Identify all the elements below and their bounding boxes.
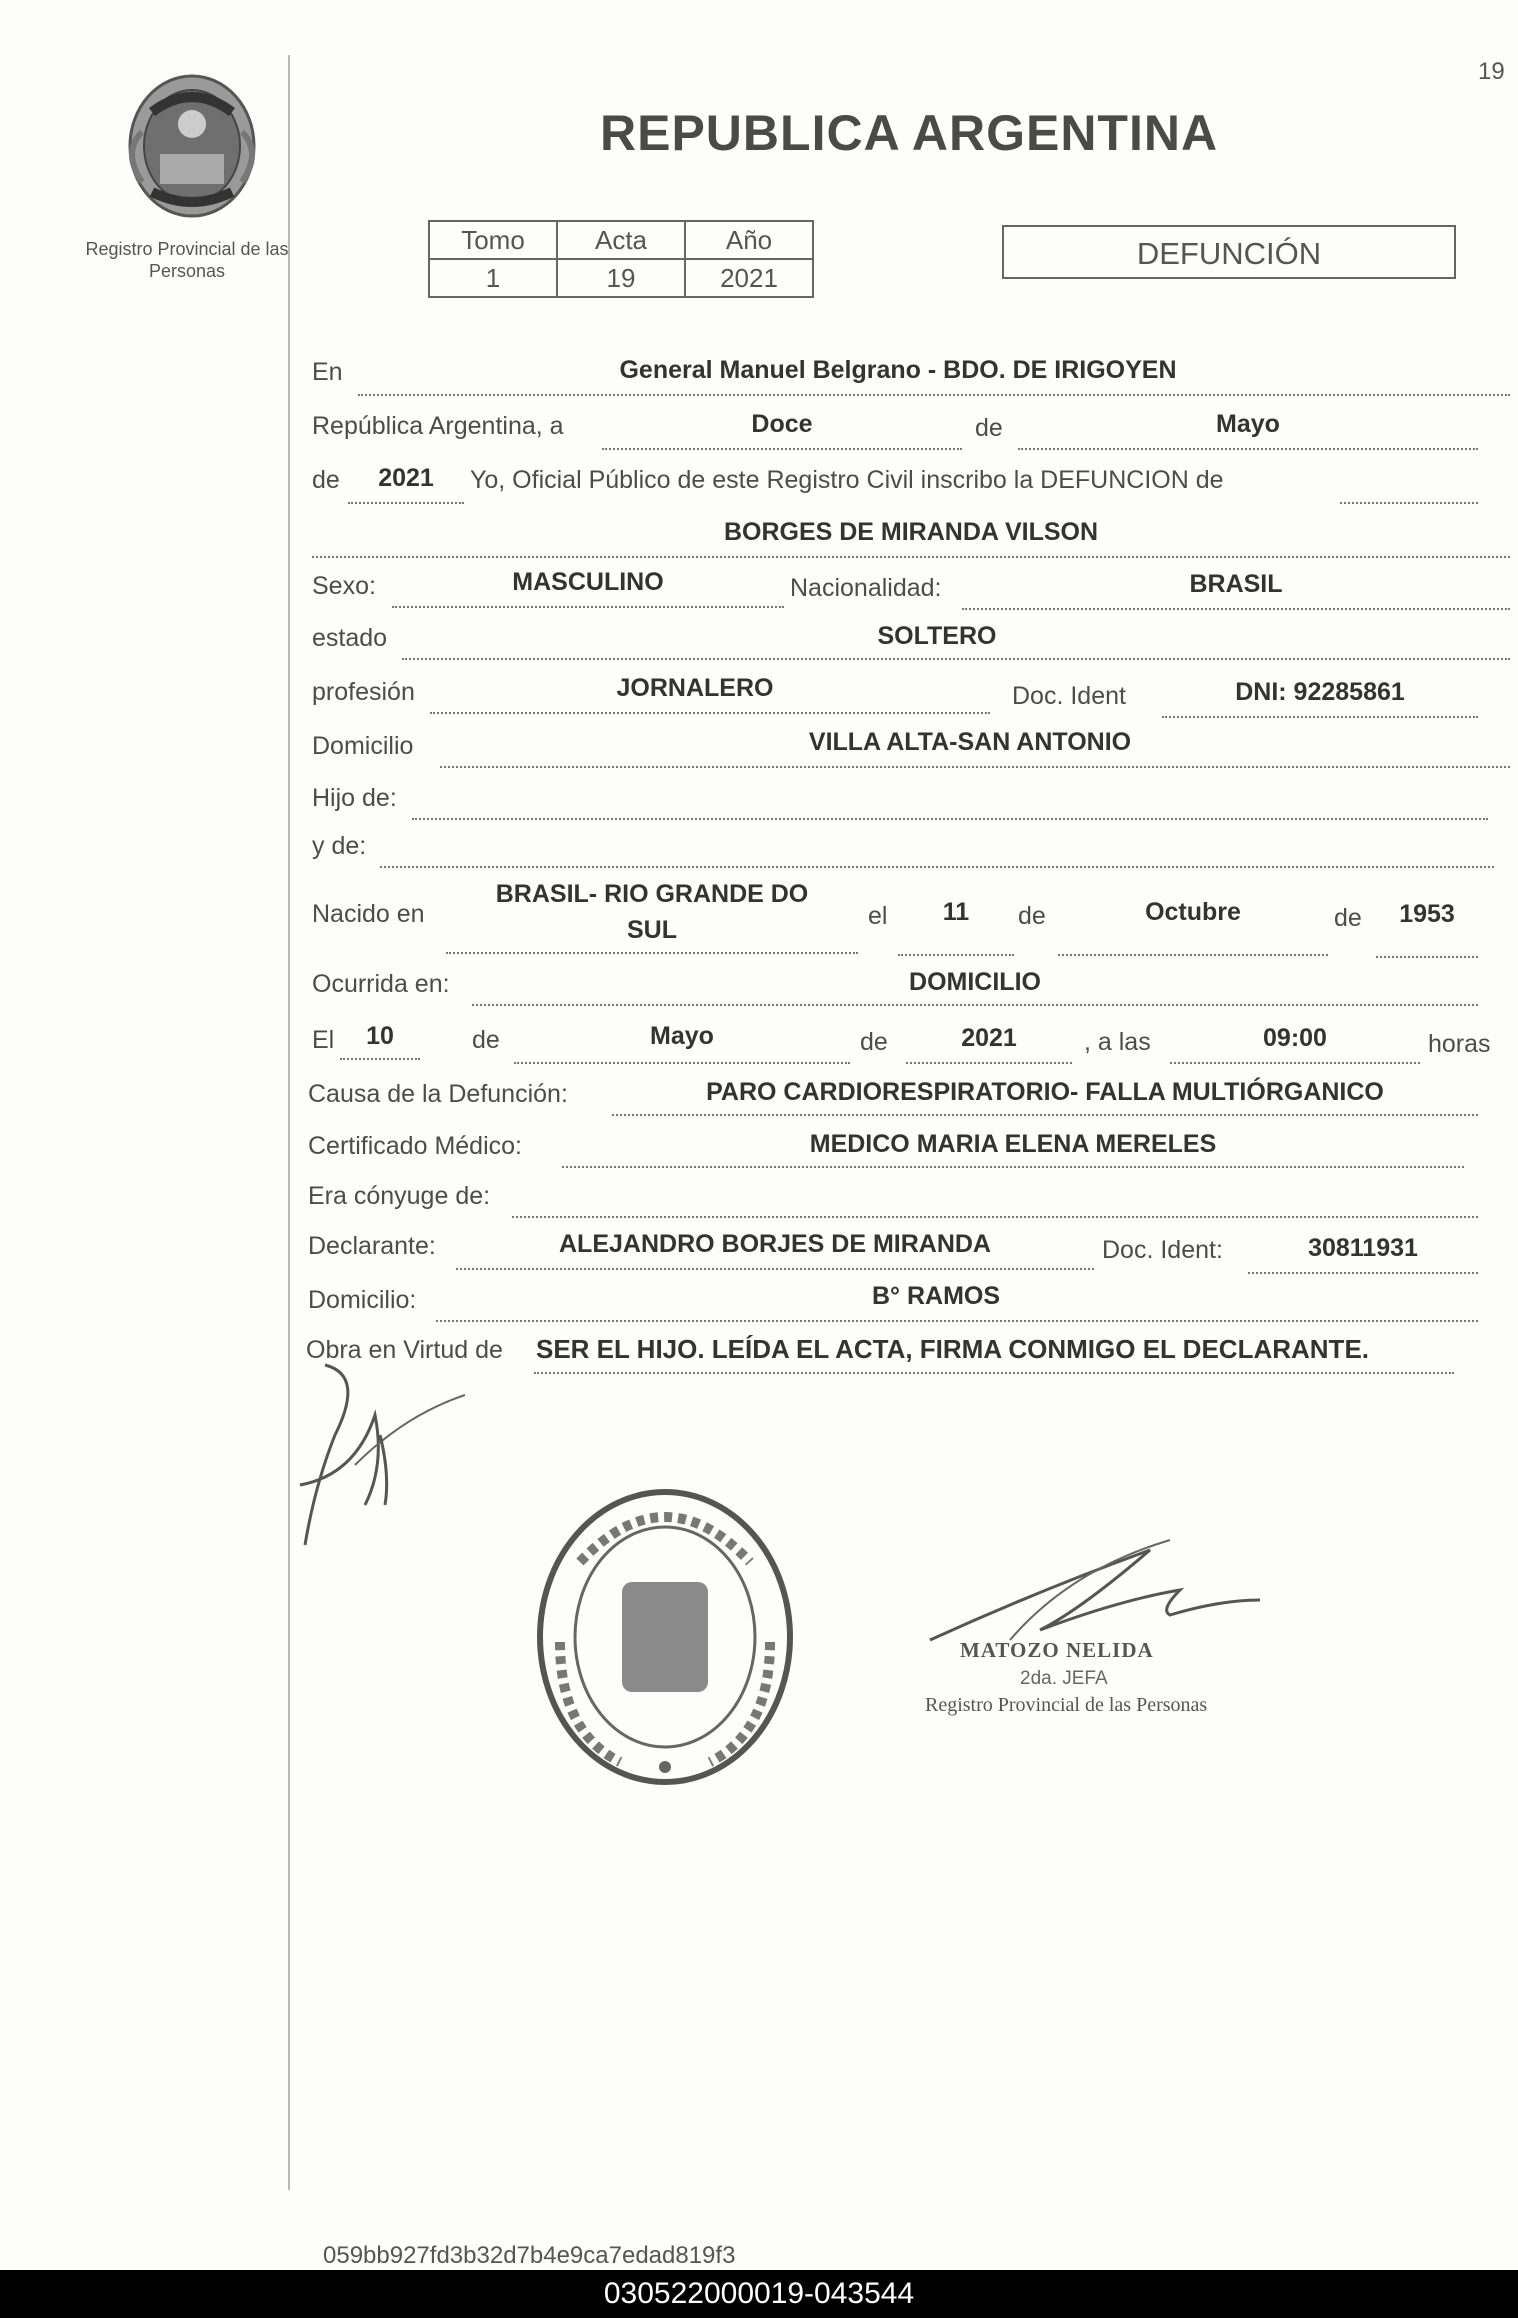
label-domicilio: Domicilio bbox=[312, 732, 414, 760]
label-de-n2: de bbox=[1334, 904, 1362, 932]
label-nacionalidad: Nacionalidad: bbox=[790, 574, 942, 602]
declarant-signature bbox=[295, 1355, 475, 1555]
acta-header-acta: Acta bbox=[557, 221, 685, 259]
value-causa: PARO CARDIORESPIRATORIO- FALLA MULTIÓRGANICO bbox=[706, 1078, 1384, 1106]
value-obra: SER EL HIJO. LEÍDA EL ACTA, FIRMA CONMIGO EL DECLARANTE. bbox=[536, 1334, 1370, 1364]
signature-role: 2da. JEFA bbox=[1020, 1668, 1108, 1689]
fill-line-conyuge bbox=[512, 1184, 1478, 1218]
fill-line-inscribo bbox=[1340, 470, 1478, 504]
value-sexo: MASCULINO bbox=[512, 568, 664, 596]
acta-header-tomo: Tomo bbox=[429, 221, 557, 259]
label-inscribo: Yo, Oficial Público de este Registro Civil inscribo la DEFUNCION de bbox=[470, 466, 1224, 494]
fill-line-nac-dia bbox=[898, 922, 1014, 956]
label-nacido-en: Nacido en bbox=[312, 900, 425, 928]
label-de-n1: de bbox=[1018, 902, 1046, 930]
document-hash: 059bb927fd3b32d7b4e9ca7edad819f3 bbox=[323, 2242, 736, 2269]
label-hijo-de: Hijo de: bbox=[312, 784, 397, 812]
provincial-shield-logo bbox=[112, 62, 272, 222]
acta-header-anio: Año bbox=[685, 221, 813, 259]
label-de-anio: de bbox=[312, 466, 340, 494]
label-causa: Causa de la Defunción: bbox=[308, 1080, 568, 1108]
value-nac-mes: Octubre bbox=[1145, 898, 1241, 926]
value-lugar: General Manuel Belgrano - BDO. DE IRIGOYEN bbox=[619, 356, 1177, 384]
value-domicilio: VILLA ALTA-SAN ANTONIO bbox=[808, 728, 1132, 756]
value-nacido-en-1: BRASIL- RIO GRANDE DO bbox=[495, 880, 809, 908]
acta-value-acta: 19 bbox=[557, 259, 685, 297]
value-nombre: BORGES DE MIRANDA VILSON bbox=[723, 518, 1099, 546]
label-certificado: Certificado Médico: bbox=[308, 1132, 522, 1160]
label-a-las: , a las bbox=[1084, 1028, 1151, 1056]
value-dia-letras: Doce bbox=[751, 410, 813, 438]
registry-label: Registro Provincial de las Personas bbox=[85, 239, 289, 281]
value-declarante: ALEJANDRO BORJES DE MIRANDA bbox=[559, 1230, 991, 1258]
value-doc-ident: DNI: 92285861 bbox=[1235, 678, 1405, 706]
barcode-strip: 030522000019-043544 bbox=[0, 2270, 1518, 2318]
label-declarante: Declarante: bbox=[308, 1232, 436, 1260]
label-y-de: y de: bbox=[312, 832, 367, 860]
label-horas: horas bbox=[1428, 1030, 1491, 1058]
label-obra: Obra en Virtud de bbox=[306, 1336, 503, 1364]
label-sexo: Sexo: bbox=[312, 572, 376, 600]
value-nac-anio: 1953 bbox=[1399, 900, 1455, 928]
label-doc-ident: Doc. Ident bbox=[1012, 682, 1126, 710]
value-declarante-domicilio: B° RAMOS bbox=[871, 1282, 1001, 1310]
value-nacionalidad: BRASIL bbox=[1189, 570, 1283, 598]
acta-value-tomo: 1 bbox=[429, 259, 557, 297]
fill-line-nac-anio bbox=[1376, 924, 1478, 958]
value-certificado: MEDICO MARIA ELENA MERELES bbox=[809, 1130, 1217, 1158]
value-anio: 2021 bbox=[378, 464, 434, 492]
label-el-def: El bbox=[312, 1026, 335, 1054]
fill-line-nac-mes bbox=[1058, 922, 1328, 956]
margin-line bbox=[288, 55, 290, 2190]
record-type-box: DEFUNCIÓN bbox=[1002, 225, 1456, 279]
page-number: 19 bbox=[1478, 58, 1505, 85]
label-el: el bbox=[868, 902, 888, 930]
acta-table bbox=[428, 220, 814, 298]
label-de-o1: de bbox=[472, 1026, 500, 1054]
fill-line-hijo-de bbox=[412, 786, 1488, 820]
label-profesion: profesión bbox=[312, 678, 415, 706]
label-de-o2: de bbox=[860, 1028, 888, 1056]
value-profesion: JORNALERO bbox=[616, 674, 774, 702]
document-title: REPUBLICA ARGENTINA bbox=[600, 105, 1219, 161]
value-mes: Mayo bbox=[1216, 410, 1280, 438]
label-domicilio-declarante: Domicilio: bbox=[308, 1286, 417, 1314]
value-nac-dia: 11 bbox=[942, 898, 970, 926]
acta-value-anio: 2021 bbox=[685, 259, 813, 297]
label-de: de bbox=[975, 414, 1003, 442]
signature-org: Registro Provincial de las Personas bbox=[925, 1694, 1208, 1716]
value-def-anio: 2021 bbox=[961, 1024, 1017, 1052]
signature-name: MATOZO NELIDA bbox=[960, 1638, 1154, 1662]
value-ocurrida-en: DOMICILIO bbox=[909, 968, 1041, 996]
label-conyuge: Era cónyuge de: bbox=[308, 1182, 491, 1210]
label-republica: República Argentina, a bbox=[312, 412, 564, 440]
fill-line-y-de bbox=[380, 834, 1494, 868]
value-declarante-doc: 30811931 bbox=[1308, 1234, 1418, 1262]
label-estado: estado bbox=[312, 624, 388, 652]
value-estado: SOLTERO bbox=[877, 622, 997, 650]
value-def-dia: 10 bbox=[366, 1022, 394, 1050]
label-ocurrida-en: Ocurrida en: bbox=[312, 970, 450, 998]
value-def-hora: 09:00 bbox=[1263, 1024, 1327, 1052]
registry-stamp bbox=[530, 1482, 800, 1792]
label-doc-ident-declarante: Doc. Ident: bbox=[1102, 1236, 1223, 1264]
label-en: En bbox=[312, 358, 343, 386]
value-def-mes: Mayo bbox=[650, 1022, 714, 1050]
value-nacido-en-2: SUL bbox=[627, 916, 677, 944]
